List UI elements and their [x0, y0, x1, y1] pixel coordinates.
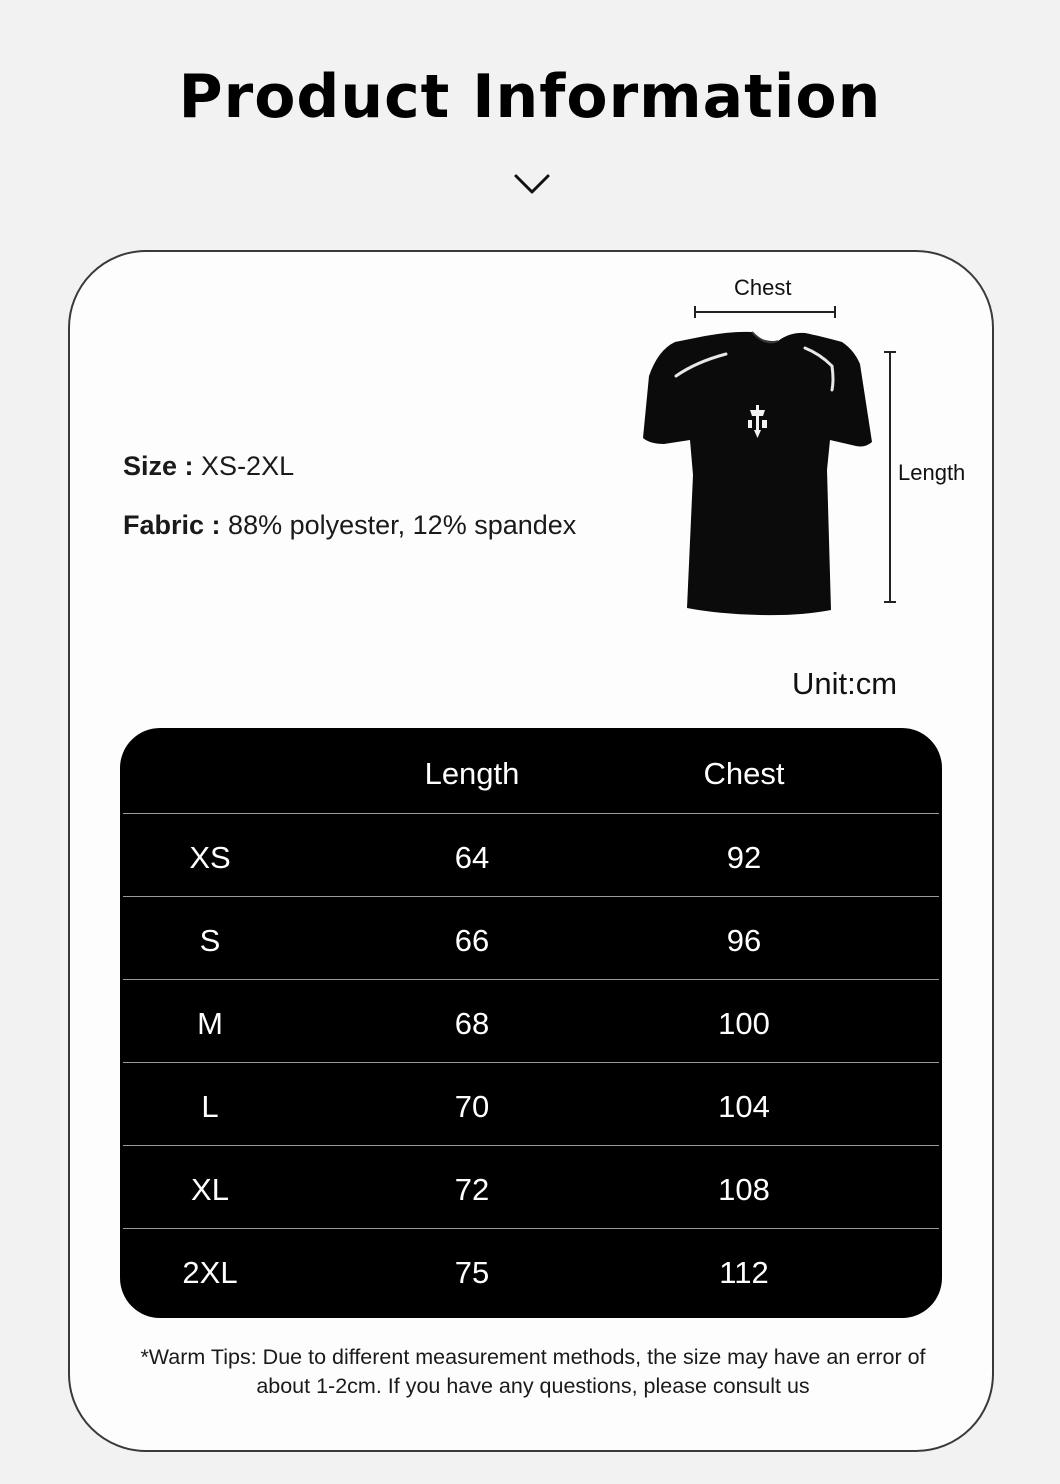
chest-cell: 108 [718, 1172, 770, 1207]
table-header [123, 728, 939, 813]
warm-tips [100, 1343, 966, 1401]
size-cell: S [199, 923, 221, 958]
table-row [123, 1145, 939, 1229]
fabric-label: Fabric : [123, 510, 221, 540]
length-cell: 70 [454, 1089, 490, 1124]
table-row [123, 1228, 939, 1312]
size-cell: XS [189, 840, 231, 875]
warm-tips-line-1: *Warm Tips: Due to different measurement methods, the size may have an error of [140, 1345, 926, 1369]
length-dimension-line [884, 352, 896, 602]
length-cell: 68 [454, 1006, 490, 1041]
length-cell: 66 [454, 923, 490, 958]
fabric-value: 88% polyester, 12% spandex [228, 510, 577, 540]
length-cell: 72 [454, 1172, 490, 1207]
header-chest: Chest [703, 756, 785, 791]
header-size [160, 728, 260, 811]
table-row [123, 1062, 939, 1146]
fabric-spec [123, 510, 576, 541]
chest-cell: 100 [718, 1006, 770, 1041]
size-cell: M [197, 1006, 223, 1041]
header-length: Length [424, 756, 520, 791]
warm-tips-line-2: about 1-2cm. If you have any questions, please consult us [256, 1374, 810, 1398]
size-cell: L [201, 1089, 219, 1124]
table-row [123, 896, 939, 980]
chest-cell: 112 [719, 1255, 769, 1290]
length-label: Length [898, 460, 966, 485]
unit-label: Unit:cm [792, 666, 898, 701]
size-spec [123, 451, 294, 482]
chest-cell: 96 [726, 923, 762, 958]
size-cell: XL [191, 1172, 229, 1207]
length-cell: 64 [454, 840, 490, 875]
tshirt-icon [643, 332, 872, 615]
size-value: XS-2XL [201, 451, 295, 481]
chest-dimension-line [695, 306, 835, 318]
tshirt-diagram [620, 270, 990, 620]
chest-cell: 92 [726, 840, 762, 875]
length-cell: 75 [454, 1255, 490, 1290]
size-cell: 2XL [182, 1255, 238, 1290]
size-label: Size : [123, 451, 194, 481]
page-title: Product Information [178, 62, 882, 132]
chevron-down-icon [513, 172, 551, 196]
chest-label: Chest [734, 275, 792, 300]
size-chart-table [120, 728, 942, 1318]
chest-cell: 104 [718, 1089, 770, 1124]
table-row [123, 813, 939, 897]
table-row [123, 979, 939, 1063]
